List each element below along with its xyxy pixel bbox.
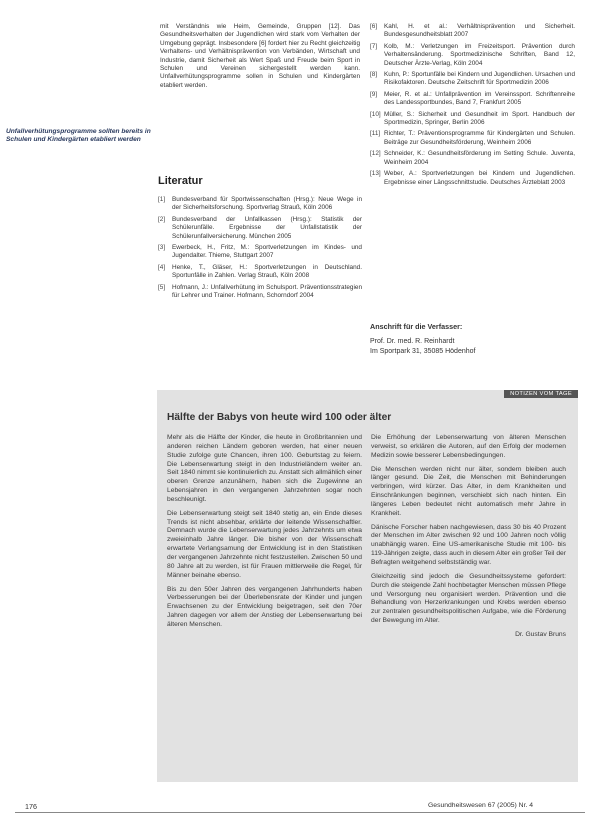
reference-number: [12] xyxy=(370,150,381,158)
reference-item xyxy=(370,71,575,88)
reference-number: [11] xyxy=(370,130,381,138)
reference-item xyxy=(370,91,575,108)
reference-item xyxy=(158,216,362,241)
reference-number: [5] xyxy=(158,283,166,291)
news-box xyxy=(157,390,578,782)
reference-number: [10] xyxy=(370,110,381,118)
reference-number: [9] xyxy=(370,90,378,98)
news-badge: NOTIZEN VOM TAGE xyxy=(504,390,578,398)
reference-text: Ewerbeck, H., Fritz, M.: Sportverletzungen im Kindes- und Jugendalter. Thieme, Stuttgart 2007 xyxy=(172,244,362,260)
reference-text: Kahl, H. et al.: Verhältnisprävention und Sicherheit. Bundesgesundheitsblatt 2007 xyxy=(384,23,575,39)
reference-text: Hofmann, J.: Unfallverhütung im Schulsport. Präventionsstrategien für Lehrer und Trainer. Hofmann, Schorndorf 2004 xyxy=(172,283,362,300)
references-left xyxy=(158,196,362,303)
margin-note: Unfallverhütungsprogramme sollten bereits in Schulen und Kindergärten etabliert werden xyxy=(6,128,151,144)
author-address xyxy=(370,322,575,356)
reference-item xyxy=(370,111,575,128)
address-line: Prof. Dr. med. R. Reinhardt xyxy=(370,338,455,345)
reference-number: [1] xyxy=(158,196,166,203)
intro-paragraph: mit Verständnis wie Heim, Gemeinde, Gruppen [12]. Das Gesundheitsverhalten der Jugendlichen wird stark vom Verhalten der Umgebung geprägt. Insbesondere [6] fordert hier zu Recht gleichzeitig Verhaltens- und Verhältnisprävention von Verbänden, Wirtschaft und Industrie, damit Sicherheit als Wert Spaß und Freude beim Sport in Schulen und Vereinen sichergestellt werden kann. Unfallverhütungsprogramme sollen in Schulen und Kindergärten etabliert werden. xyxy=(160,23,360,89)
news-column-left xyxy=(167,434,362,635)
reference-item xyxy=(370,23,575,40)
reference-text: Weber, A.: Sportverletzungen bei Kindern und Jugendlichen. Ergebnisse einer Längsschnittstudie. Deutsches Ärzteblatt 2003 xyxy=(384,170,575,186)
reference-number: [7] xyxy=(370,42,378,50)
news-column-right xyxy=(371,434,566,640)
news-paragraph: Bis zu den 50er Jahren des vergangenen Jahrhunderts haben Verbesserungen bei der Überlebensrate der Kinder und jungen Erwachsenen zu der Entwicklung beigetragen, seit den 70er Jahren dagegen vor allem der Anstieg der Lebenserwartung bei älteren Menschen. xyxy=(167,585,362,628)
reference-item xyxy=(158,196,362,213)
reference-text: Bundesverband der Unfallkassen (Hrsg.): Statistik der Schülerunfälle. Ergebnisse der Unfallstatistik der Schülerunfallversicherung. München 2005 xyxy=(172,215,362,240)
reference-number: [13] xyxy=(370,170,381,178)
news-paragraph: Die Lebenserwartung steigt seit 1840 stetig an, ein Ende dieses Trends ist nicht absehbar, erklärte der leitende Wissenschaftler. Demnach wurde die Lebenserwartung jedes Jahrzehnts um etwa zweieinhalb Jahre länger. Die bisher von der Wissenschaft erwartete Verlangsamung der Entwicklung ist in den Statistiken der vergangenen Jahrzehnte nicht festzustellen. Zwischen 50 und 80 Jahre alt zu werden, ist für Frauen mittlerweile die Regel, für Männer beinahe ebenso. xyxy=(167,509,362,579)
news-title: Hälfte der Babys von heute wird 100 oder älter xyxy=(167,412,392,423)
news-paragraph: Dänische Forscher haben nachgewiesen, dass 30 bis 40 Prozent der Menschen im Alter zwischen 92 und 100 Jahren noch völlig unabhängig waren. Eine US-amerikanische Studie mit 100- bis 119-Jährigen zeigte, dass auch in diesem Alter ein großer Teil der Befragten weitgehend selbstständig war. xyxy=(371,523,566,566)
reference-text: Meier, R. et al.: Unfallprävention im Vereinssport. Schriftenreihe des Landessportbundes, Band 7, Frankfurt 2005 xyxy=(384,90,575,107)
reference-item xyxy=(370,150,575,167)
reference-text: Müller, S.: Sicherheit und Gesundheit im Sport. Handbuch der Sportmedizin, Springer, Berlin 2006 xyxy=(384,110,575,127)
reference-item xyxy=(370,130,575,147)
news-paragraph: Die Menschen werden nicht nur älter, sondern bleiben auch länger gesund. Die Zeit, die Menschen mit Behinderungen verbringen, wird kürzer. Das Alter, in dem Krankheiten und Einschränkungen beginnen, verschiebt sich nach hinten. Ein längeres Leben bedeutet nicht automatisch mehr Jahre in Krankheit. xyxy=(371,465,566,517)
reference-number: [8] xyxy=(370,71,378,79)
reference-item xyxy=(158,244,362,261)
reference-number: [2] xyxy=(158,215,166,223)
reference-text: Henke, T., Gläser, H.: Sportverletzungen in Deutschland. Sportunfälle in Zahlen. Verlag Strauß, Köln 2008 xyxy=(172,263,362,280)
page-number: 176 xyxy=(25,802,37,811)
reference-item xyxy=(158,264,362,281)
news-paragraph: Gleichzeitig sind jedoch die Gesundheitssysteme gefordert: Durch die steigende Zahl hochbetagter Menschen müssen Pflege und Versorgung neu organisiert werden. Prävention und die Behandlung von Herzerkrankungen und Krebs werden ebenso zur zentralen gesundheitspolitischen Aufgabe, wie die Förderung der Bewegung im Alter. xyxy=(371,572,566,625)
reference-text: Bundesverband für Sportwissenschaften (Hrsg.): Neue Wege in der Sicherheitsforschung. Sportverlag Strauß, Köln 2006 xyxy=(172,196,362,212)
references-right xyxy=(370,23,575,190)
reference-item xyxy=(370,170,575,187)
reference-number: [4] xyxy=(158,263,166,271)
reference-number: [6] xyxy=(370,23,378,30)
reference-text: Kuhn, P.: Sportunfälle bei Kindern und Jugendlichen. Ursachen und Risikofaktoren. Deutsche Zeitschrift für Sportmedizin 2006 xyxy=(384,71,575,87)
reference-item xyxy=(158,284,362,301)
address-title: Anschrift für die Verfasser: xyxy=(370,322,463,331)
reference-text: Schneider, K.: Gesundheitsförderung im Setting Schule. Juventa, Weinheim 2004 xyxy=(384,150,575,166)
address-line: Im Sportpark 31, 35085 Hödenhof xyxy=(370,347,476,355)
reference-text: Richter, T.: Präventionsprogramme für Kindergärten und Schulen. Beiträge zur Gesundheitsförderung, Weinheim 2006 xyxy=(384,130,575,146)
news-signature: Dr. Gustav Bruns xyxy=(515,630,566,638)
literature-heading: Literatur xyxy=(158,175,203,187)
footer-divider xyxy=(15,812,585,813)
news-paragraph: Die Erhöhung der Lebenserwartung von älteren Menschen verweist, so erklären die Autoren, auf den Erfolg der modernen Medizin sowie besserer Lebensbedingungen. xyxy=(371,434,566,459)
journal-reference: Gesundheitswesen 67 (2005) Nr. 4 xyxy=(428,802,534,809)
reference-number: [3] xyxy=(158,244,166,252)
news-paragraph: Mehr als die Hälfte der Kinder, die heute in Großbritannien und anderen reichen Ländern geboren werden, hat einer neuen Studie zufolge gute Chancen, ihren 100. Geburtstag zu feiern. Die Lebenserwartung steigt in den Industrieländern weiter an. Seit 1840 nimmt sie kontinuierlich zu. Anstatt sich allmählich einer oberen Grenze anzunähern, haben sich die Zugewinne an Lebensjahren in den vergangenen Jahrzehnten sogar noch beschleunigt. xyxy=(167,434,362,503)
reference-text: Kolb, M.: Verletzungen im Freizeitsport. Prävention durch Verhaltensänderung. Sportmedizinische Schriften, Band 12, Deutscher Ärzte-Verlag, Köln 2004 xyxy=(384,42,575,67)
reference-item xyxy=(370,43,575,68)
